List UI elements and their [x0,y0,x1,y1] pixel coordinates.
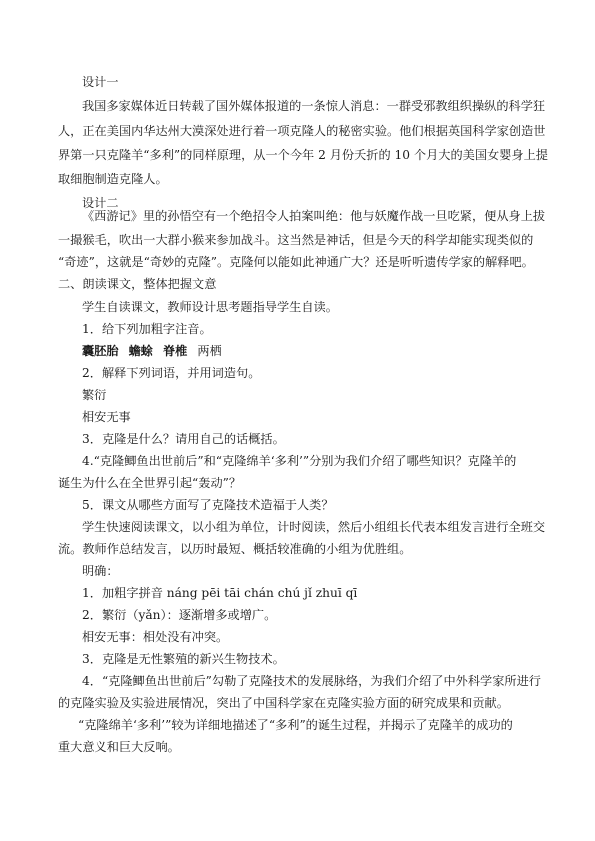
design2-line-2: 一撮猴毛，吹出一大群小猴来参加战斗。这当然是神话，但是今天的科学却能实现类似的 [58,233,534,247]
plain-word: 两栖 [197,344,222,358]
vocab-word-2: 相安无事 [82,410,131,424]
section2-intro: 学生自读课文，教师设计思考题指导学生自读。 [82,300,338,314]
bold-word-2: 蟾蜍 [128,344,153,358]
section2-heading: 二、朗读课文，整体把握文意 [58,277,217,291]
design1-line-1: 我国多家媒体近日转载了国外媒体报道的一条惊人消息：一群受邪教组织操纵的科学狂 [82,99,546,113]
question-2: 2．解释下列词语，并用词造句。 [82,366,261,380]
answer-4b-line-2: 重大意义和巨大反响。 [58,740,180,754]
design1-line-4: 取细胞制造克隆人。 [58,172,168,186]
question-4-line-2: 诞生为什么在全世界引起“轰动”？ [58,476,242,490]
question-4-line-1: 4.“克隆鲫鱼出世前后”和“克隆绵羊‘多利’”分别为我们介绍了哪些知识？克隆羊的 [82,454,517,468]
clarify-label: 明确： [82,564,119,578]
question-1: 1．给下列加粗字注音。 [82,322,212,336]
design2-line-1: 《西游记》里的孙悟空有一个绝招令人拍案叫绝：他与妖魔作战一旦吃紧，便从身上拔 [82,209,546,223]
answer-4-line-1: 4．“克隆鲫鱼出世前后”勾勒了克隆技术的发展脉络，为我们介绍了中外科学家所进行 [82,674,541,688]
method-line-2: 流。教师作总结发言，以历时最短、概括较准确的小组为优胜组。 [58,542,412,556]
answer-4-line-2: 的克隆实验及实验进展情况，突出了中国科学家在克隆实验方面的研究成果和贡献。 [58,696,509,710]
answer-2b: 相安无事：相处没有冲突。 [82,630,229,644]
design1-line-2: 人，正在美国内华达州大漠深处进行着一项克隆人的秘密实验。他们根据英国科学家创造世 [58,124,546,138]
design1-heading: 设计一 [82,75,119,89]
bold-word-1: 囊胚胎 [82,344,119,358]
question-3: 3．克隆是什么？请用自己的话概括。 [82,432,285,446]
design2-heading: 设计二 [82,196,119,210]
method-line-1: 学生快速阅读课文，以小组为单位，计时阅读，然后小组组长代表本组发言进行全班交 [82,520,546,534]
answer-3: 3．克隆是无性繁殖的新兴生物技术。 [82,652,285,666]
question-5: 5．课文从哪些方面写了克隆技术造福于人类？ [82,498,334,512]
answer-4b-line-1: “克隆绵羊‘多利’”较为详细地描述了“多利”的诞生过程，并揭示了克隆羊的成功的 [78,718,513,732]
design1-line-3: 界第一只克隆羊“多利”的同样原理，从一个今年 2 月份夭折的 10 个月大的美国女婴身上提 [58,148,548,162]
design2-line-3: “奇迹”，这就是“奇妙的克隆”。克隆何以能如此神通广大？还是听听遗传学家的解释吧。 [58,255,534,269]
answer-1: 1．加粗字拼音 náng pēi tāi chán chú jǐ zhuī qī [82,586,358,600]
vocab-word-1: 繁衍 [82,388,107,402]
pinyin-words-row [82,343,222,359]
answer-2: 2．繁衍（yǎn）：逐渐增多或增广。 [82,608,277,622]
bold-word-3: 脊椎 [162,344,188,358]
